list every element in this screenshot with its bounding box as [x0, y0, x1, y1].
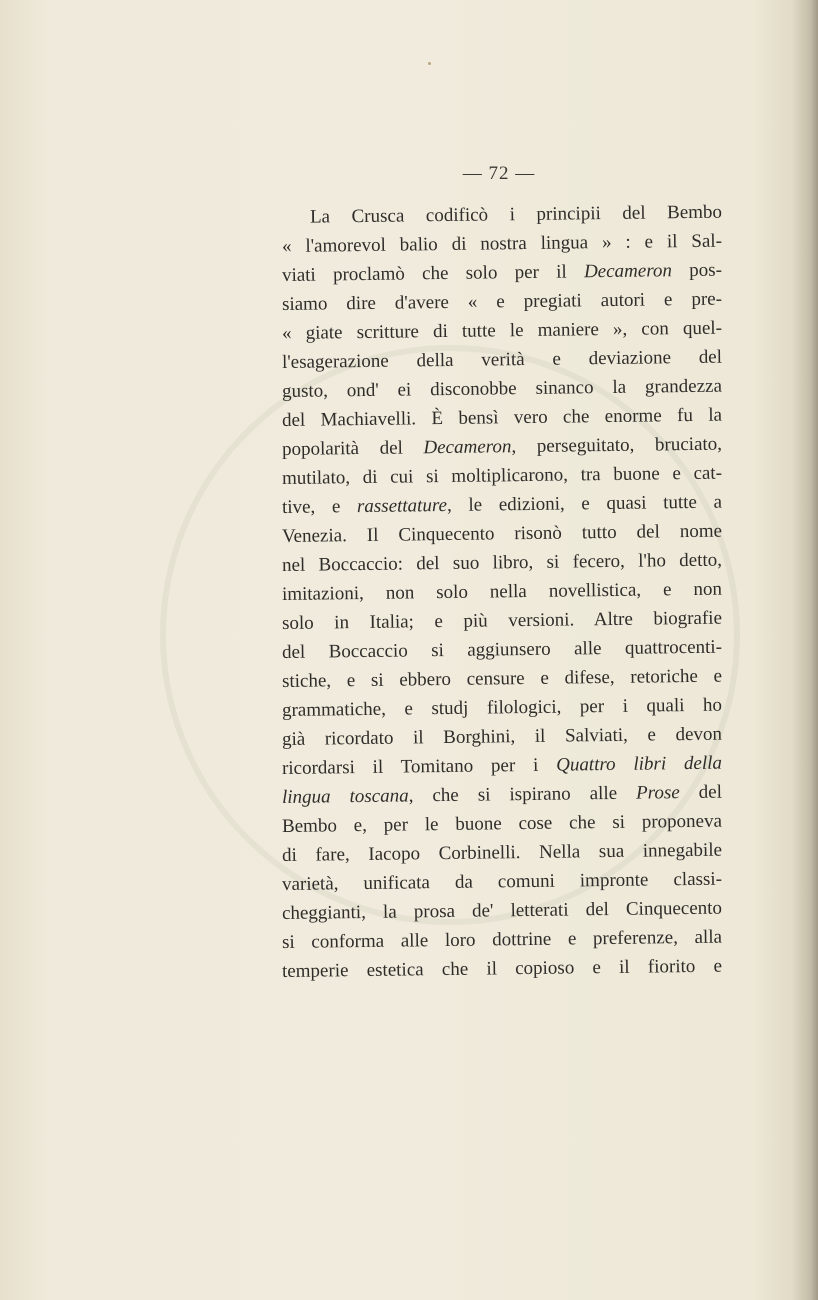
- text-line: La Crusca codificò i principii del Bembo: [309, 201, 723, 228]
- text-line: cheggianti, la prosa de' letterati del Cinquecento: [281, 897, 723, 924]
- text-line: temperie estetica che il copioso e il fiorito e: [281, 955, 723, 982]
- text-line: lingua toscana, che si ispirano alle Prose del: [281, 781, 723, 808]
- text-line: imitazioni, non solo nella novellistica, e non: [281, 578, 723, 605]
- text-line: siamo dire d'avere « e pregiati autori e pre-: [281, 288, 723, 315]
- text-line: viati proclamò che solo per il Decameron pos-: [281, 259, 723, 286]
- page-number: — 72 —: [462, 163, 536, 184]
- text-line: popolarità del Decameron, perseguitato, bruciato,: [281, 433, 723, 460]
- text-line: « giate scritture di tutte le maniere », con quel-: [281, 317, 723, 344]
- text-line: nel Boccaccio: del suo libro, si fecero, l'ho detto,: [281, 549, 723, 576]
- text-line: si conforma alle loro dottrine e preferenze, alla: [281, 926, 723, 953]
- text-line: varietà, unificata da comuni impronte classi-: [281, 868, 723, 895]
- text-line: Venezia. Il Cinquecento risonò tutto del nome: [281, 520, 723, 547]
- text-line: di fare, Iacopo Corbinelli. Nella sua innegabile: [281, 839, 723, 866]
- paper-speck: [428, 62, 431, 65]
- text-line: solo in Italia; e più versioni. Altre biografie: [281, 607, 723, 634]
- text-line: l'esagerazione della verità e deviazione del: [281, 346, 723, 373]
- text-line: « l'amorevol balio di nostra lingua » : e il Sal-: [281, 230, 723, 257]
- text-line: del Machiavelli. È bensì vero che enorme fu la: [281, 404, 723, 431]
- text-line: già ricordato il Borghini, il Salviati, e devon: [281, 723, 723, 750]
- text-line: tive, e rassettature, le edizioni, e quasi tutte a: [281, 491, 723, 518]
- text-line: gusto, ond' ei disconobbe sinanco la grandezza: [281, 375, 723, 402]
- page-edge-shadow: [792, 0, 818, 1300]
- text-line: mutilato, di cui si moltiplicarono, tra buone e cat-: [281, 462, 723, 489]
- text-line: grammatiche, e studj filologici, per i quali ho: [281, 694, 723, 721]
- body-text: [282, 203, 722, 986]
- text-line: Bembo e, per le buone cose che si proponeva: [281, 810, 723, 837]
- text-line: del Boccaccio si aggiunsero alle quattrocenti-: [281, 636, 723, 663]
- text-line: ricordarsi il Tomitano per i Quattro libri della: [281, 752, 723, 779]
- text-line: stiche, e si ebbero censure e difese, retoriche e: [281, 665, 723, 692]
